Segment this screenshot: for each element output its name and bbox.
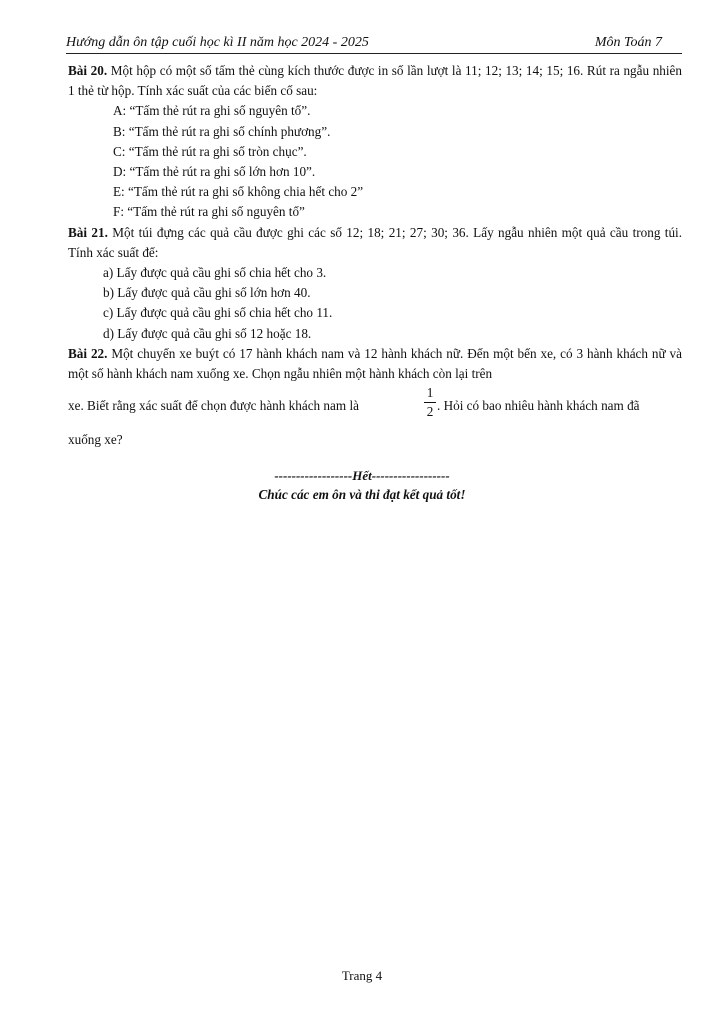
end-marker: ------------------Hết------------------ <box>274 468 450 483</box>
exercise-22-last-line: xuống xe? <box>68 432 123 448</box>
exercise-21-item: d) Lấy được quả cầu ghi số 12 hoặc 18. <box>103 325 312 341</box>
exercise-20-item: A: “Tấm thẻ rút ra ghi số nguyên tố”. <box>113 103 311 119</box>
exercise-22-fraction-line <box>68 384 682 430</box>
exercise-22-title: Bài 22. <box>68 345 108 361</box>
exercise-22 <box>68 344 682 384</box>
exercise-20-title: Bài 20. <box>68 63 108 78</box>
fraction-numerator: 1 <box>424 384 436 403</box>
exercise-20-item: C: “Tấm thẻ rút ra ghi số tròn chục”. <box>113 143 307 159</box>
page-number: Trang 4 <box>341 968 383 983</box>
exercise-21-title: Bài 21. <box>68 224 108 240</box>
exercise-21 <box>68 223 682 263</box>
exercise-21-text: Một túi đựng các quả cầu được ghi các số 12; 18; 21; 27; 30; 36. Lấy ngẫu nhiên một quả cầu trong túi. Tính xác suất để: <box>68 224 682 260</box>
exercise-22-line-after: . Hỏi có bao nhiêu hành khách nam đã <box>437 398 640 414</box>
exercise-21-item: c) Lấy được quả cầu ghi số chia hết cho 11. <box>103 305 333 321</box>
exercise-20-item: E: “Tấm thẻ rút ra ghi số không chia hết cho 2” <box>113 184 364 200</box>
exercise-22-line-before: xe. Biết rằng xác suất để chọn được hành khách nam là <box>68 398 359 414</box>
exercise-20-item: D: “Tấm thẻ rút ra ghi số lớn hơn 10”. <box>113 164 316 180</box>
exercise-21-item: b) Lấy được quả cầu ghi số lớn hơn 40. <box>103 285 311 301</box>
exercise-22-text: Một chuyến xe buýt có 17 hành khách nam và 12 hành khách nữ. Đến một bến xe, có 3 hành khách nữ và một số hành khách nam xuống xe. Chọn ngẫu nhiên một hành khách còn lại trên <box>68 345 682 382</box>
fraction <box>424 384 436 421</box>
exercise-20-text: Một hộp có một số tấm thẻ cùng kích thước được in số lần lượt là 11; 12; 13; 14; 15; 16. Rút ra ngẫu nhiên 1 thẻ từ hộp. Tính xác suất của các biến cố sau: <box>68 63 682 99</box>
exercise-20 <box>68 61 682 101</box>
closing-message: Chúc các em ôn và thi đạt kết quả tốt! <box>258 487 466 502</box>
exercise-20-item: B: “Tấm thẻ rút ra ghi số chính phương”. <box>113 123 331 139</box>
exercise-20-item: F: “Tấm thẻ rút ra ghi số nguyên tố” <box>113 204 305 220</box>
header-subject: Môn Toán 7 <box>594 35 662 50</box>
fraction-denominator: 2 <box>426 404 434 420</box>
page-header <box>66 33 682 54</box>
header-title: Hướng dẫn ôn tập cuối học kì II năm học 2024 - 2025 <box>66 35 369 50</box>
document-body <box>68 61 682 450</box>
exercise-21-item: a) Lấy được quả cầu ghi số chia hết cho 3. <box>103 265 327 281</box>
